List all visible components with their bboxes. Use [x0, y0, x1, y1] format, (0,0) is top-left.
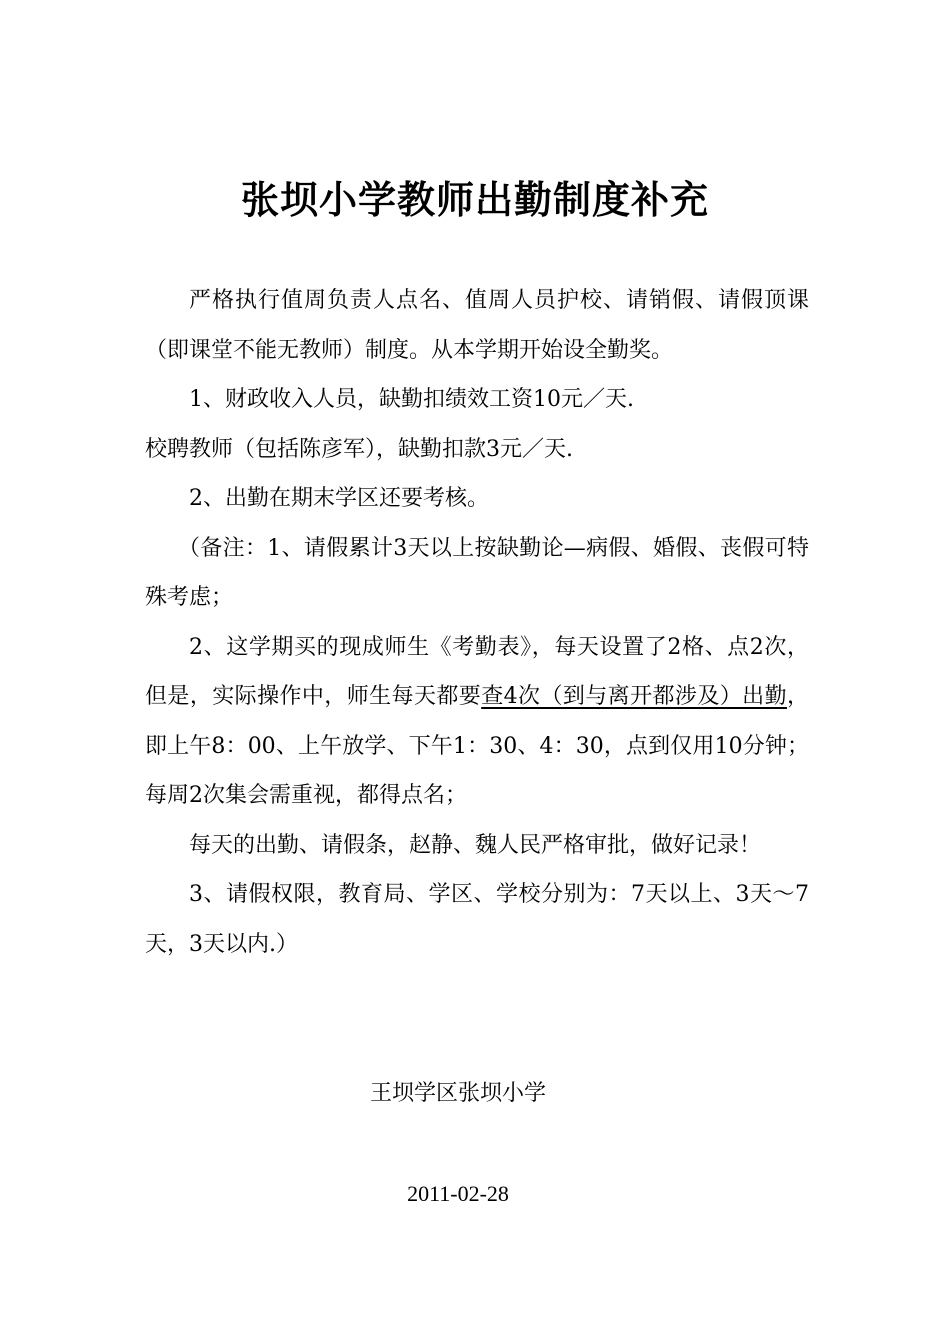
paragraph-item-1: 1、财政收入人员，缺勤扣绩效工资10元／天.	[189, 387, 634, 412]
signature-organization: 王坝学区张坝小学	[369, 1081, 546, 1106]
document-title: 张坝小学教师出勤制度补充	[240, 178, 709, 222]
note-2-text-after: ，即上午8：00、上午放学、下午1：30、4：30，点到仅用10分钟；每周2次集会需重视，都得点名；	[145, 684, 809, 808]
paragraph-approval: 每天的出勤、请假条，赵静、魏人民严格审批，做好记录！	[189, 832, 762, 858]
paragraph-note-1: （备注：1、请假累计3天以上按缺勤论—病假、婚假、丧假可特殊考虑；	[145, 535, 809, 610]
paragraph-rules: 严格执行值周负责人点名、值周人员护校、请销假、请假顶课（即课堂不能无教师）制度。从本学期开始设全勤奖。	[145, 288, 809, 363]
paragraph-contract-teachers: 校聘教师（包括陈彦军），缺勤扣款3元／天.	[145, 436, 573, 462]
paragraph-note-3: 3、请假权限，教育局、学区、学校分别为：7天以上、3天～7天，3天以内.）	[145, 882, 809, 957]
note-2-text-before: 2、这学期买的现成师生《考勤表》，每天设置了2格、点2次，但是，实际操作中，师生每天都要	[145, 634, 809, 709]
paragraph-note-2	[145, 623, 809, 821]
document-body	[145, 276, 809, 969]
paragraph-item-2: 2、出勤在期末学区还要考核。	[189, 486, 489, 511]
note-2-underlined-text: 查4次（到与离开都涉及）出勤	[481, 684, 787, 709]
signature-date: 2011-02-28	[407, 1181, 509, 1206]
